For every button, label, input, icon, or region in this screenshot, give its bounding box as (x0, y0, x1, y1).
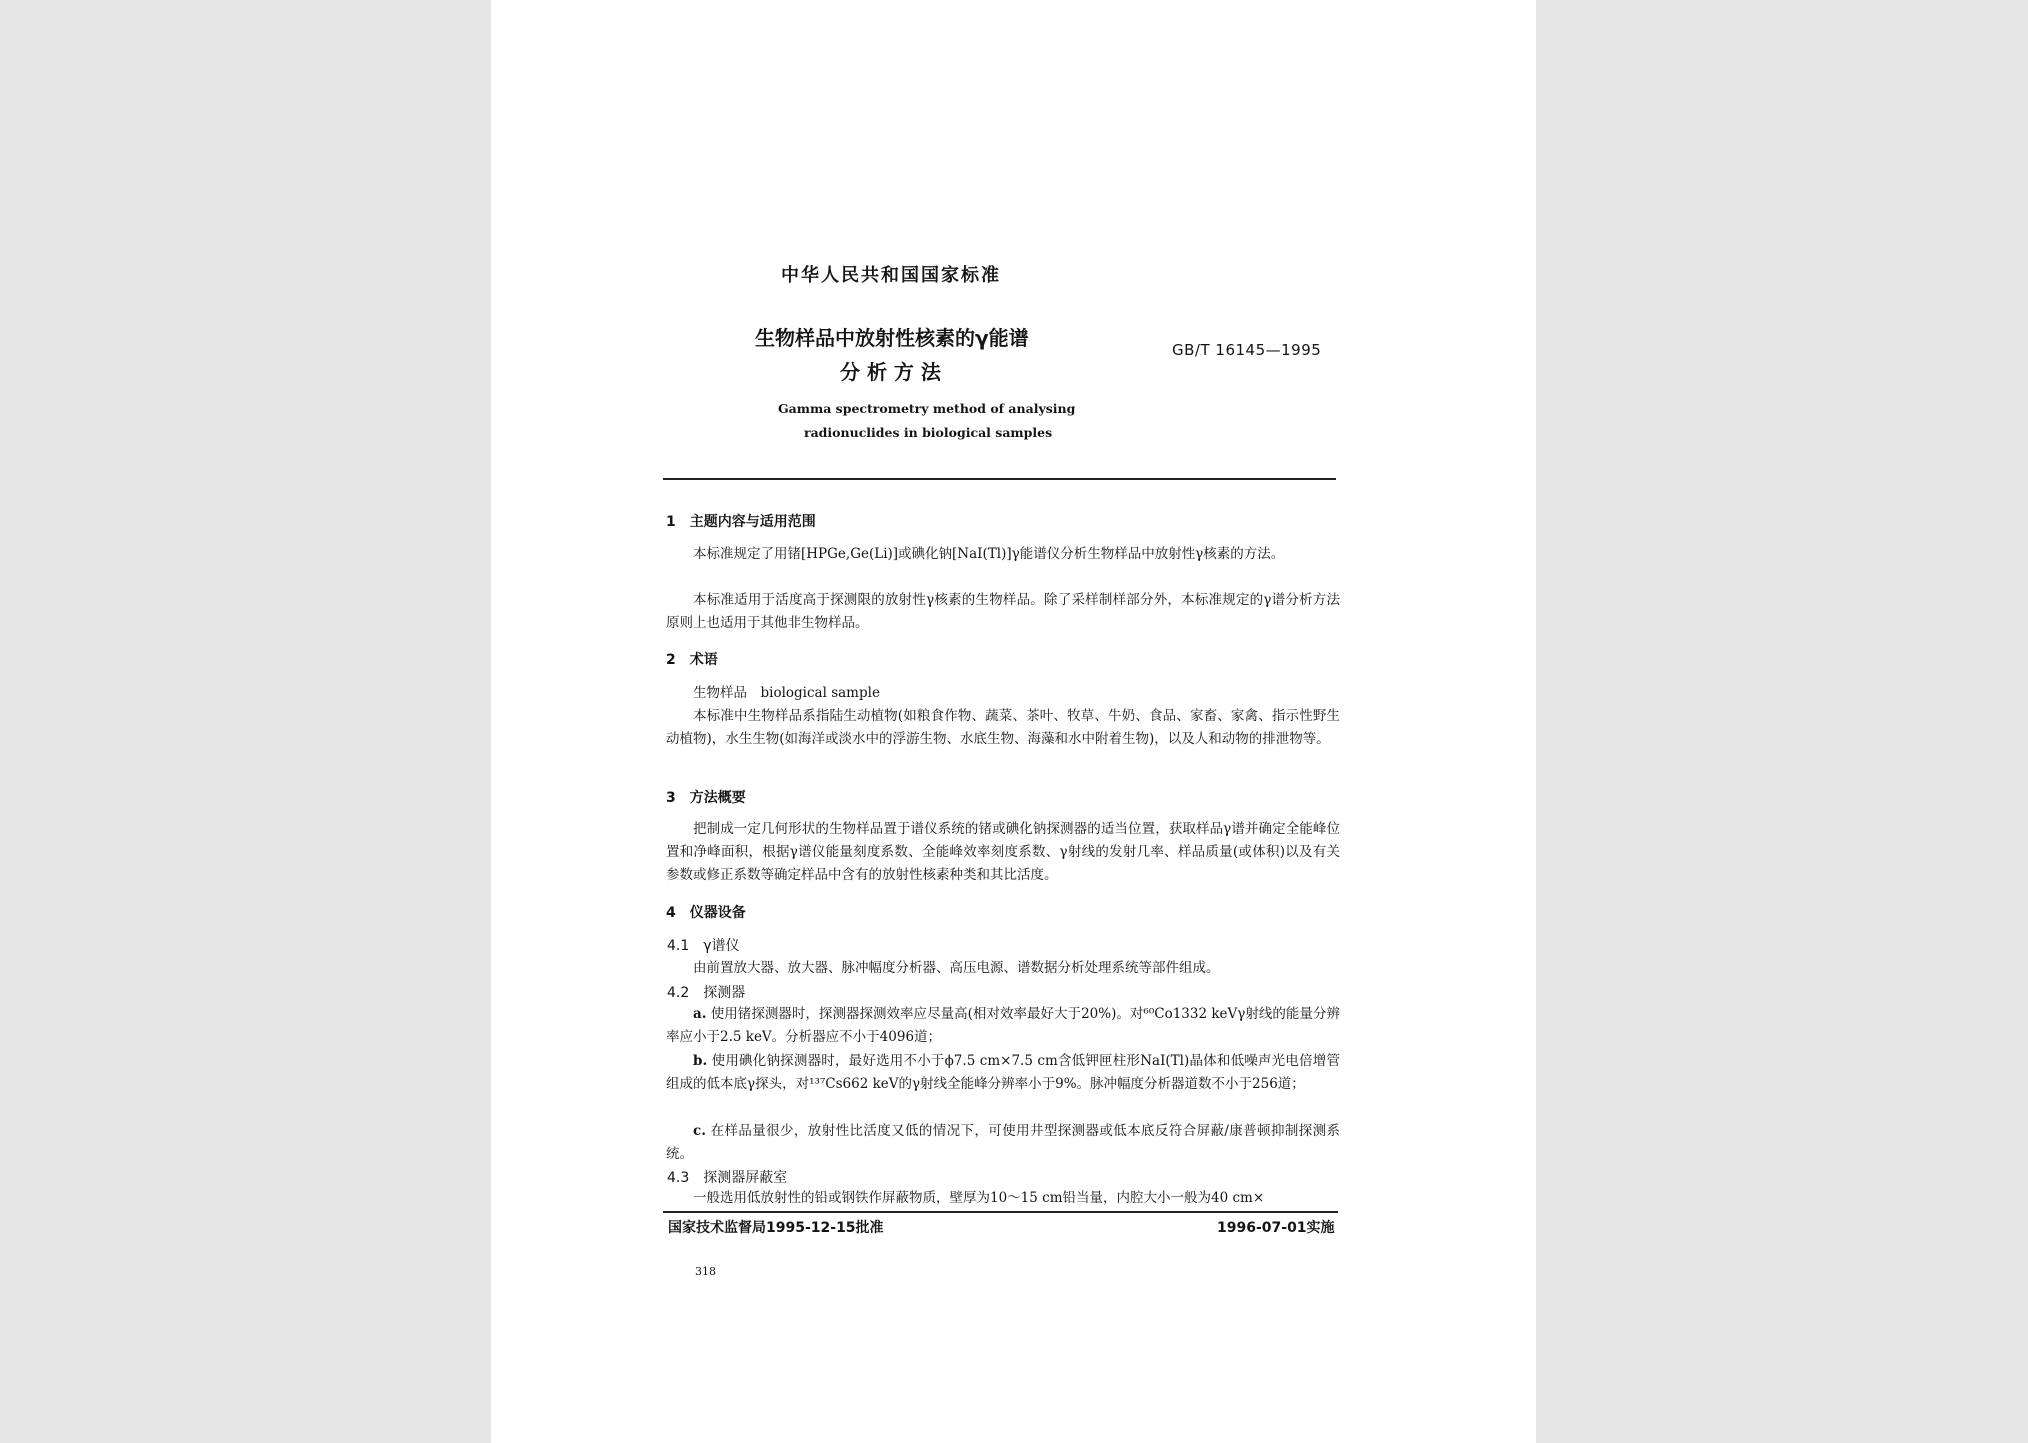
item-a-label: a. (693, 1006, 707, 1022)
section-4-2-item-a (666, 1003, 1340, 1049)
section-4-1-heading: 4.1 γ谱仪 (667, 938, 740, 954)
header-divider (663, 478, 1336, 480)
item-a-text: 使用锗探测器时，探测器探测效率应尽量高(相对效率最好大于20%)。对⁶⁰Co1332 keVγ射线的能量分辨率应小于2.5 keV。分析器应不小于4096道； (666, 1006, 1340, 1045)
document-title-line2: 分 析 方 法 (840, 360, 941, 384)
section-4-2-item-c (666, 1120, 1340, 1166)
approval-text: 国家技术监督局1995-12-15批准 (668, 1220, 884, 1236)
item-c-label: c. (693, 1123, 706, 1139)
english-title-line1: Gamma spectrometry method of analysing (778, 401, 1076, 416)
section-2-heading: 2 术语 (666, 652, 718, 668)
item-c-text: 在样品量很少，放射性比活度又低的情况下，可使用井型探测器或低本底反符合屏蔽/康普顿抑制探测系统。 (666, 1123, 1340, 1162)
section-4-2-heading: 4.2 探测器 (667, 985, 746, 1001)
section-1-paragraph-2: 本标准适用于活度高于探测限的放射性γ核素的生物样品。除了采样制样部分外，本标准规定的γ谱分析方法原则上也适用于其他非生物样品。 (666, 592, 1340, 631)
term-definition-label: 生物样品 biological sample (693, 685, 880, 701)
item-b-label: b. (693, 1053, 708, 1069)
section-4-2-item-b (666, 1050, 1340, 1096)
section-3-heading: 3 方法概要 (666, 790, 746, 806)
section-2-paragraph-1: 本标准中生物样品系指陆生动植物(如粮食作物、蔬菜、茶叶、牧草、牛奶、食品、家畜、家禽、指示性野生动植物)，水生生物(如海洋或淡水中的浮游生物、水底生物、海藻和水中附着生物)，以及人和动物的排泄物等。 (666, 708, 1340, 747)
section-1-paragraph-1: 本标准规定了用锗[HPGe,Ge(Li)]或碘化钠[NaI(Tl)]γ能谱仪分析生物样品中放射性γ核素的方法。 (693, 546, 1285, 562)
section-4-3-heading: 4.3 探测器屏蔽室 (667, 1170, 788, 1186)
national-standard-label: 中华人民共和国国家标准 (781, 265, 1001, 286)
implementation-date: 1996-07-01实施 (1217, 1220, 1335, 1236)
section-1-heading: 1 主题内容与适用范围 (666, 514, 816, 530)
standard-code: GB/T 16145—1995 (1172, 341, 1322, 359)
document-page (491, 0, 1536, 1443)
section-4-1-paragraph: 由前置放大器、放大器、脉冲幅度分析器、高压电源、谱数据分析处理系统等部件组成。 (693, 960, 1220, 976)
section-4-heading: 4 仪器设备 (666, 905, 746, 921)
item-b-text: 使用碘化钠探测器时，最好选用不小于ϕ7.5 cm×7.5 cm含低钾匣柱形NaI(Tl)晶体和低噪声光电倍增管组成的低本底γ探头，对¹³⁷Cs662 keV的γ射线全能峰分辨率小于9%。脉冲幅度分析器道数不小于256道； (666, 1053, 1340, 1092)
document-title-line1: 生物样品中放射性核素的γ能谱 (755, 326, 1029, 350)
footer-divider (663, 1211, 1338, 1213)
section-3-paragraph-1: 把制成一定几何形状的生物样品置于谱仪系统的锗或碘化钠探测器的适当位置，获取样品γ谱并确定全能峰位置和净峰面积，根据γ谱仪能量刻度系数、全能峰效率刻度系数、γ射线的发射几率、样品质量(或体积)以及有关参数或修正系数等确定样品中含有的放射性核素种类和其比活度。 (666, 821, 1340, 883)
section-4-3-paragraph: 一般选用低放射性的铅或钢铁作屏蔽物质，壁厚为10～15 cm铅当量，内腔大小一般为40 cm× (693, 1190, 1265, 1206)
page-number: 318 (695, 1265, 716, 1278)
english-title-line2: radionuclides in biological samples (804, 425, 1053, 440)
